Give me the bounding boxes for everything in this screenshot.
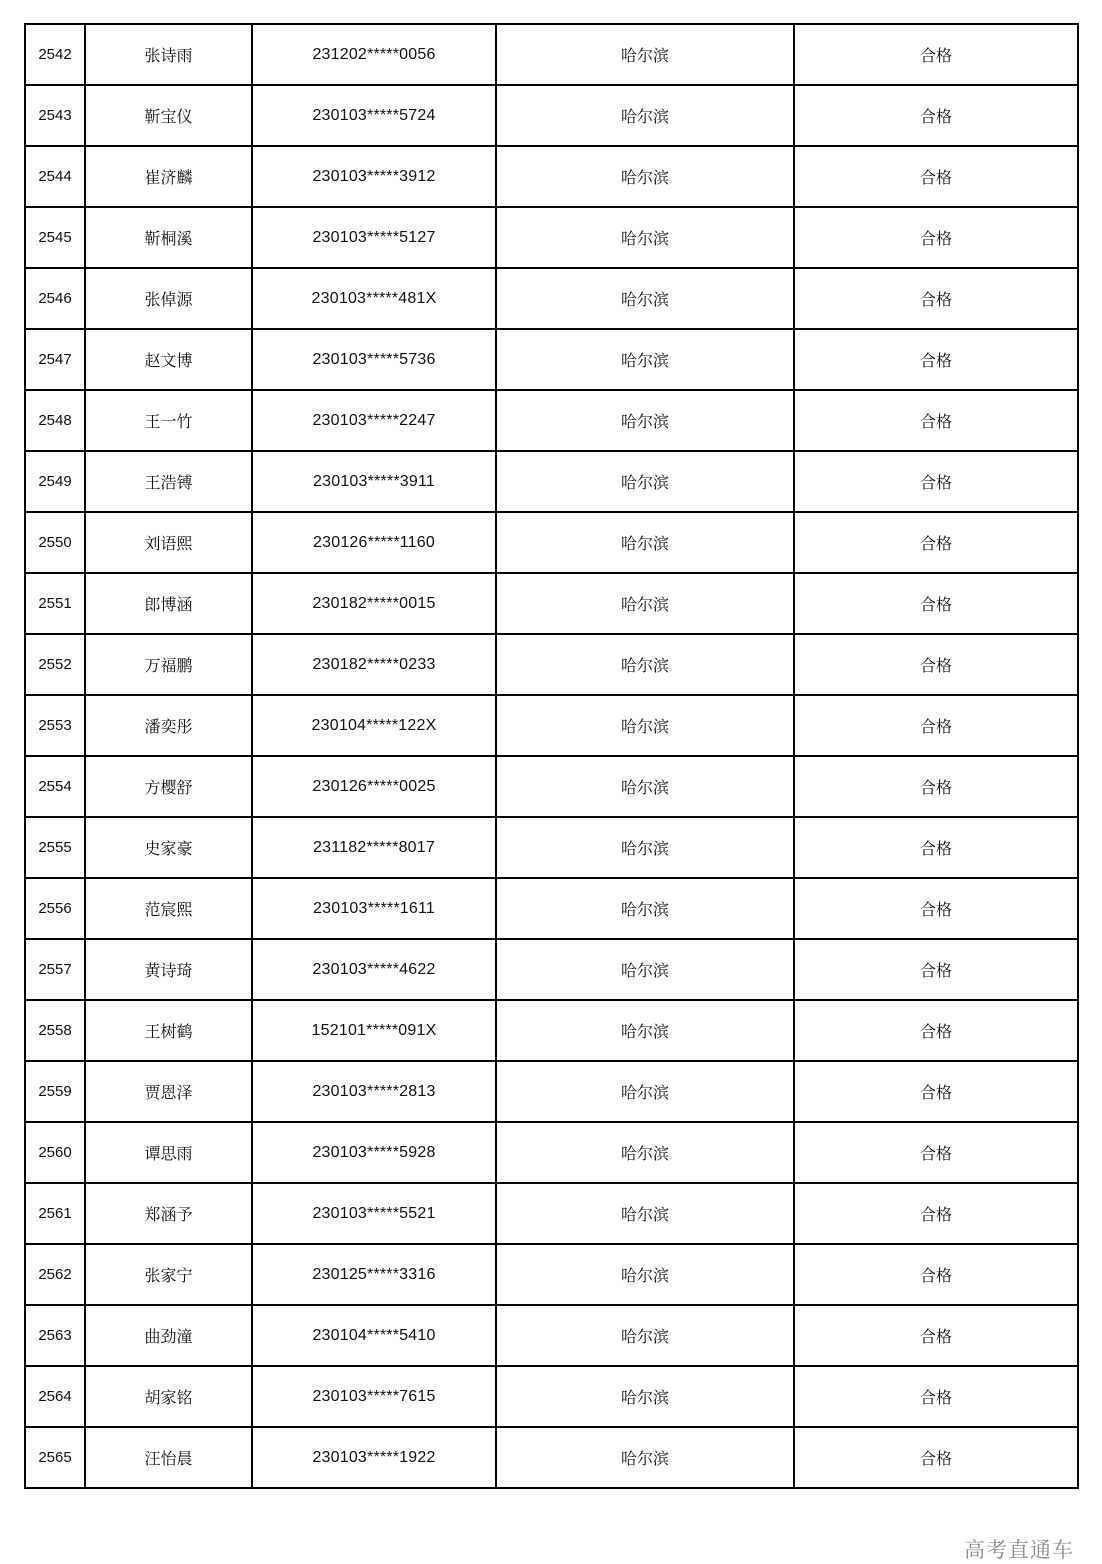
cell-city: 哈尔滨 xyxy=(496,634,794,695)
cell-id-number: 231202*****0056 xyxy=(252,24,496,85)
cell-city: 哈尔滨 xyxy=(496,390,794,451)
cell-id-number: 230103*****5736 xyxy=(252,329,496,390)
cell-number: 2549 xyxy=(25,451,85,512)
cell-result: 合格 xyxy=(794,451,1078,512)
cell-number: 2550 xyxy=(25,512,85,573)
cell-number: 2542 xyxy=(25,24,85,85)
cell-result: 合格 xyxy=(794,1427,1078,1488)
cell-result: 合格 xyxy=(794,268,1078,329)
cell-number: 2545 xyxy=(25,207,85,268)
cell-name: 张家宁 xyxy=(85,1244,252,1305)
cell-name: 靳宝仪 xyxy=(85,85,252,146)
cell-id-number: 230103*****2813 xyxy=(252,1061,496,1122)
cell-city: 哈尔滨 xyxy=(496,1244,794,1305)
cell-number: 2561 xyxy=(25,1183,85,1244)
cell-city: 哈尔滨 xyxy=(496,268,794,329)
table-row xyxy=(25,1000,1078,1061)
cell-name: 张倬源 xyxy=(85,268,252,329)
cell-id-number: 230103*****4622 xyxy=(252,939,496,1000)
cell-id-number: 230126*****0025 xyxy=(252,756,496,817)
cell-city: 哈尔滨 xyxy=(496,1122,794,1183)
table-row xyxy=(25,1061,1078,1122)
cell-result: 合格 xyxy=(794,146,1078,207)
cell-result: 合格 xyxy=(794,207,1078,268)
table-row xyxy=(25,1427,1078,1488)
cell-result: 合格 xyxy=(794,85,1078,146)
cell-number: 2559 xyxy=(25,1061,85,1122)
cell-result: 合格 xyxy=(794,329,1078,390)
cell-result: 合格 xyxy=(794,573,1078,634)
cell-number: 2551 xyxy=(25,573,85,634)
cell-name: 崔济麟 xyxy=(85,146,252,207)
cell-id-number: 230104*****5410 xyxy=(252,1305,496,1366)
cell-number: 2546 xyxy=(25,268,85,329)
cell-city: 哈尔滨 xyxy=(496,1305,794,1366)
cell-number: 2554 xyxy=(25,756,85,817)
cell-number: 2563 xyxy=(25,1305,85,1366)
cell-name: 刘语熙 xyxy=(85,512,252,573)
cell-result: 合格 xyxy=(794,390,1078,451)
cell-name: 王浩镈 xyxy=(85,451,252,512)
table-row xyxy=(25,756,1078,817)
cell-number: 2555 xyxy=(25,817,85,878)
cell-result: 合格 xyxy=(794,695,1078,756)
results-table xyxy=(24,23,1079,1489)
cell-number: 2557 xyxy=(25,939,85,1000)
cell-name: 张诗雨 xyxy=(85,24,252,85)
cell-id-number: 230103*****7615 xyxy=(252,1366,496,1427)
cell-number: 2547 xyxy=(25,329,85,390)
cell-number: 2548 xyxy=(25,390,85,451)
cell-name: 曲劲潼 xyxy=(85,1305,252,1366)
cell-city: 哈尔滨 xyxy=(496,451,794,512)
cell-number: 2544 xyxy=(25,146,85,207)
cell-number: 2564 xyxy=(25,1366,85,1427)
cell-city: 哈尔滨 xyxy=(496,207,794,268)
cell-id-number: 230103*****3912 xyxy=(252,146,496,207)
table-row xyxy=(25,1183,1078,1244)
cell-result: 合格 xyxy=(794,756,1078,817)
table-row xyxy=(25,695,1078,756)
cell-city: 哈尔滨 xyxy=(496,1000,794,1061)
cell-city: 哈尔滨 xyxy=(496,939,794,1000)
cell-id-number: 230182*****0015 xyxy=(252,573,496,634)
cell-result: 合格 xyxy=(794,817,1078,878)
cell-name: 黄诗琦 xyxy=(85,939,252,1000)
table-row xyxy=(25,268,1078,329)
cell-city: 哈尔滨 xyxy=(496,817,794,878)
cell-result: 合格 xyxy=(794,634,1078,695)
cell-name: 郑涵予 xyxy=(85,1183,252,1244)
cell-city: 哈尔滨 xyxy=(496,146,794,207)
cell-id-number: 230103*****481X xyxy=(252,268,496,329)
cell-result: 合格 xyxy=(794,512,1078,573)
table-row xyxy=(25,1305,1078,1366)
table-row xyxy=(25,329,1078,390)
cell-id-number: 230126*****1160 xyxy=(252,512,496,573)
cell-city: 哈尔滨 xyxy=(496,573,794,634)
cell-city: 哈尔滨 xyxy=(496,756,794,817)
cell-result: 合格 xyxy=(794,878,1078,939)
cell-result: 合格 xyxy=(794,1183,1078,1244)
cell-name: 贾恩泽 xyxy=(85,1061,252,1122)
table-row xyxy=(25,573,1078,634)
cell-id-number: 231182*****8017 xyxy=(252,817,496,878)
table-row xyxy=(25,817,1078,878)
cell-number: 2560 xyxy=(25,1122,85,1183)
table-row xyxy=(25,878,1078,939)
cell-name: 潘奕彤 xyxy=(85,695,252,756)
cell-id-number: 230182*****0233 xyxy=(252,634,496,695)
table-row xyxy=(25,939,1078,1000)
cell-city: 哈尔滨 xyxy=(496,85,794,146)
cell-city: 哈尔滨 xyxy=(496,878,794,939)
cell-number: 2562 xyxy=(25,1244,85,1305)
cell-number: 2565 xyxy=(25,1427,85,1488)
cell-city: 哈尔滨 xyxy=(496,695,794,756)
cell-name: 范宸熙 xyxy=(85,878,252,939)
cell-result: 合格 xyxy=(794,1305,1078,1366)
table-row xyxy=(25,146,1078,207)
cell-city: 哈尔滨 xyxy=(496,1366,794,1427)
watermark-text: 高考直通车 xyxy=(964,1538,1074,1562)
cell-id-number: 230103*****1611 xyxy=(252,878,496,939)
cell-city: 哈尔滨 xyxy=(496,1427,794,1488)
cell-city: 哈尔滨 xyxy=(496,329,794,390)
cell-name: 胡家铭 xyxy=(85,1366,252,1427)
cell-result: 合格 xyxy=(794,1000,1078,1061)
cell-name: 方樱舒 xyxy=(85,756,252,817)
cell-id-number: 230103*****5521 xyxy=(252,1183,496,1244)
cell-id-number: 230103*****2247 xyxy=(252,390,496,451)
table-row xyxy=(25,634,1078,695)
cell-name: 史家豪 xyxy=(85,817,252,878)
table-row xyxy=(25,207,1078,268)
cell-number: 2558 xyxy=(25,1000,85,1061)
cell-number: 2556 xyxy=(25,878,85,939)
table-row xyxy=(25,1244,1078,1305)
table-row xyxy=(25,1366,1078,1427)
cell-result: 合格 xyxy=(794,24,1078,85)
cell-name: 靳桐溪 xyxy=(85,207,252,268)
cell-id-number: 230125*****3316 xyxy=(252,1244,496,1305)
cell-result: 合格 xyxy=(794,1122,1078,1183)
cell-number: 2553 xyxy=(25,695,85,756)
cell-name: 谭思雨 xyxy=(85,1122,252,1183)
table-row xyxy=(25,1122,1078,1183)
table-row xyxy=(25,24,1078,85)
cell-result: 合格 xyxy=(794,1061,1078,1122)
cell-id-number: 152101*****091X xyxy=(252,1000,496,1061)
cell-id-number: 230104*****122X xyxy=(252,695,496,756)
cell-name: 汪怡晨 xyxy=(85,1427,252,1488)
cell-number: 2543 xyxy=(25,85,85,146)
cell-city: 哈尔滨 xyxy=(496,1183,794,1244)
table-row xyxy=(25,85,1078,146)
cell-result: 合格 xyxy=(794,1244,1078,1305)
cell-name: 王一竹 xyxy=(85,390,252,451)
cell-city: 哈尔滨 xyxy=(496,1061,794,1122)
cell-id-number: 230103*****5127 xyxy=(252,207,496,268)
cell-id-number: 230103*****5724 xyxy=(252,85,496,146)
cell-name: 万福鹏 xyxy=(85,634,252,695)
cell-result: 合格 xyxy=(794,1366,1078,1427)
cell-number: 2552 xyxy=(25,634,85,695)
cell-name: 赵文博 xyxy=(85,329,252,390)
table-row xyxy=(25,512,1078,573)
cell-id-number: 230103*****5928 xyxy=(252,1122,496,1183)
cell-id-number: 230103*****1922 xyxy=(252,1427,496,1488)
table-row xyxy=(25,451,1078,512)
cell-city: 哈尔滨 xyxy=(496,512,794,573)
cell-name: 王树鹤 xyxy=(85,1000,252,1061)
cell-city: 哈尔滨 xyxy=(496,24,794,85)
cell-id-number: 230103*****3911 xyxy=(252,451,496,512)
table-row xyxy=(25,390,1078,451)
cell-name: 郎博涵 xyxy=(85,573,252,634)
cell-result: 合格 xyxy=(794,939,1078,1000)
results-table-body xyxy=(25,24,1078,1488)
